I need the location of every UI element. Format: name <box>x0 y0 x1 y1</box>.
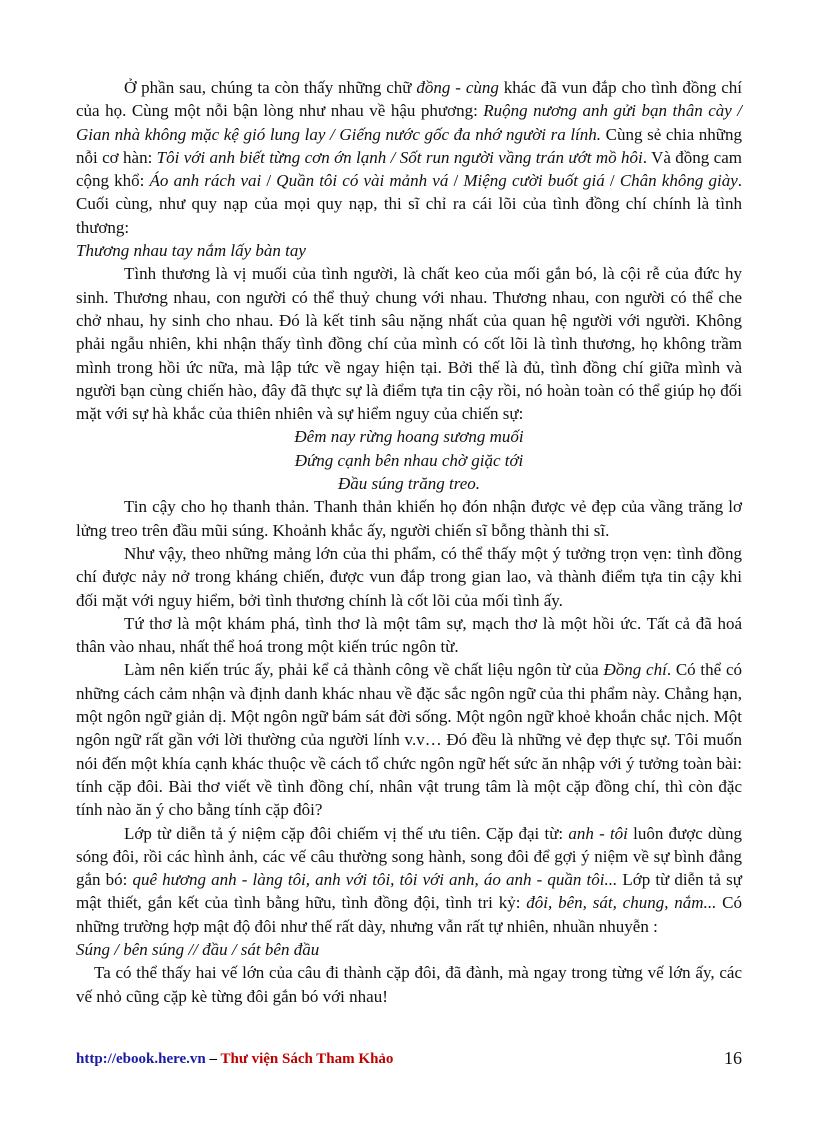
italic-quote: Chân không giày <box>619 171 738 191</box>
paragraph-4: Như vậy, theo những mảng lớn của thi phẩm, có thể thấy một ý tưởng trọn vẹn: tình đồng chí được nảy nở trong kháng chiến, được vun đắp trong gian lao, và thành điểm tựa tin cậy khi đối mặt với nguy hiểm, bởi tình thương chính là cốt lõi của mối tình ấy. <box>76 543 742 610</box>
text-run: / <box>448 171 464 191</box>
quote-line: Súng / bên súng // đầu / sát bên đầu <box>76 939 320 959</box>
italic-run: đồng - cùng <box>416 78 499 97</box>
text-run: Ở phần sau, chúng ta còn thấy những chữ <box>124 78 417 97</box>
italic-quote: Quần tôi có vài mảnh vá <box>276 171 449 191</box>
poem-line: Đầu súng trăng treo. <box>338 474 480 494</box>
page-number: 16 <box>724 1048 742 1068</box>
italic-run: quê hương anh - làng tôi, anh với tôi, tôi với anh, áo anh - quần tôi... <box>132 870 618 890</box>
paragraph-3: Tin cậy cho họ thanh thản. Thanh thản khiến họ đón nhận được vẻ đẹp của vầng trăng lơ lửng treo trên đầu mũi súng. Khoảnh khắc ấy, người chiến sĩ bỗng thành thi sĩ. <box>76 497 742 540</box>
text-run: . Và đồng cam cộng khổ: <box>76 147 742 191</box>
italic-quote: Áo anh rách vai <box>149 171 262 191</box>
italic-quote: Ruộng nương anh gửi bạn thân cày / Gian nhà không mặc kệ gió lung lay / Giếng nước gốc đa nhớ người ra lính. <box>76 101 742 144</box>
footer-link[interactable]: http://ebook.here.vn <box>76 1051 206 1067</box>
poem-line: Đứng cạnh bên nhau chờ giặc tới <box>294 450 524 470</box>
poem-excerpt <box>76 425 742 495</box>
italic-run: Đồng chí <box>603 660 667 680</box>
text-run: Có những trường hợp mật độ đôi như thế rất dày, nhưng vẫn rất tự nhiên, nhuần nhuyễn : <box>76 893 743 936</box>
document-body <box>76 76 742 1008</box>
poem-line: Đêm nay rừng hoang sương muối <box>294 427 524 447</box>
page-footer <box>76 1048 742 1068</box>
quote-line: Thương nhau tay nắm lấy bàn tay <box>76 241 306 261</box>
text-run: luôn được dùng sóng đôi, rồi các hình ảnh, các vế câu thường song hành, song đôi để gợi ý niệm về sự bình đẳng gắn bó: <box>76 823 743 890</box>
text-run: Làm nên kiến trúc ấy, phải kể cả thành công về chất liệu ngôn từ của <box>124 660 604 680</box>
paragraph-8: Ta có thể thấy hai vế lớn của câu đi thành cặp đôi, đã đành, mà ngay trong từng vế lớn ấy, các vế nhỏ cũng cặp kè từng đôi gắn bó với nhau! <box>76 963 742 1006</box>
paragraph-2: Tình thương là vị muối của tình người, là chất keo của mối gắn bó, là cội rễ của đức hy sinh. Thương nhau, con người có thể thuỷ chung với nhau. Thương nhau, con người có thể che chở nhau, hy sinh cho nhau. Đó là kết tinh sâu nặng nhất của quan hệ người với người. Không phải ngẫu nhiên, khi nhận thấy tình đồng chí của mình có cốt lõi là tình thương, họ không trầm mình trong hồi ức nữa, mà lập tức về ngay hiện tại. Bởi thế là đủ, tình đồng chí giữa mình và người bạn cùng chiến hào, đây đã thực sự là điểm tựa tin cậy rồi, nó hoàn toàn có thể giúp họ đối mặt với sự hà khắc của thiên nhiên và sự hiểm nguy của chiến sự: <box>76 264 742 424</box>
text-run: . Có thể có những cách cảm nhận và định danh khác nhau về đặc sắc ngôn ngữ của thi phẩm này. Chẳng hạn, một ngôn ngữ giản dị. Một ngôn ngữ bám sát đời sống. Một ngôn ngữ khoẻ khoắn chắc nịch. Một ngôn ngữ rất gần với lời thường của người lính v.v… Đó đều là những vẻ đẹp thực sự. Tôi muốn nói đến một khía cạnh khác thuộc về cách tổ chức ngôn ngữ hết sức ăn nhập với ý tưởng toàn bài: tính cặp đôi. Bài thơ viết về tình đồng chí, nhân vật trung tâm là một cặp đồng chí, thì còn đặc tính nào ăn ý cho bằng tính cặp đôi? <box>76 660 743 820</box>
text-run: Lớp từ diễn tả ý niệm cặp đôi chiếm vị thế ưu tiên. Cặp đại từ: <box>124 823 569 843</box>
italic-quote: Tôi với anh biết từng cơn ớn lạnh / Sốt run người vầng trán ướt mồ hôi <box>156 147 643 167</box>
paragraph-1 <box>76 76 742 239</box>
italic-run: anh - tôi <box>568 823 628 843</box>
text-run: Cùng sẻ chia những nỗi cơ hàn: <box>76 124 742 167</box>
paragraph-7 <box>76 822 742 938</box>
text-run: . Cuối cùng, như quy nạp của mọi quy nạp, thi sĩ chỉ ra cái lõi của tình đồng chí chính là tình thương: <box>76 171 742 237</box>
paragraph-6 <box>76 658 742 821</box>
footer-library-name: Thư viện Sách Tham Khảo <box>220 1051 394 1067</box>
italic-quote: Miệng cười buốt giá <box>463 171 605 191</box>
text-run: Lớp từ diễn tả sự mật thiết, gắn kết của tình bằng hữu, tình đồng đội, tình tri kỷ: <box>76 870 742 913</box>
text-run: khác đã vun đắp cho tình đồng chí của họ. Cùng một nỗi bận lòng như nhau về hậu phương: <box>76 78 742 121</box>
text-run: / <box>604 171 620 191</box>
text-run: / <box>261 171 277 191</box>
italic-run: đôi, bên, sát, chung, nắm... <box>526 893 717 913</box>
paragraph-5: Tứ thơ là một khám phá, tình thơ là một tâm sự, mạch thơ là một hồi ức. Tất cả đã hoá thân vào nhau, nhất thể hoá trong một kiến trúc ngôn từ. <box>76 613 742 657</box>
footer-separator: – <box>205 1051 221 1067</box>
